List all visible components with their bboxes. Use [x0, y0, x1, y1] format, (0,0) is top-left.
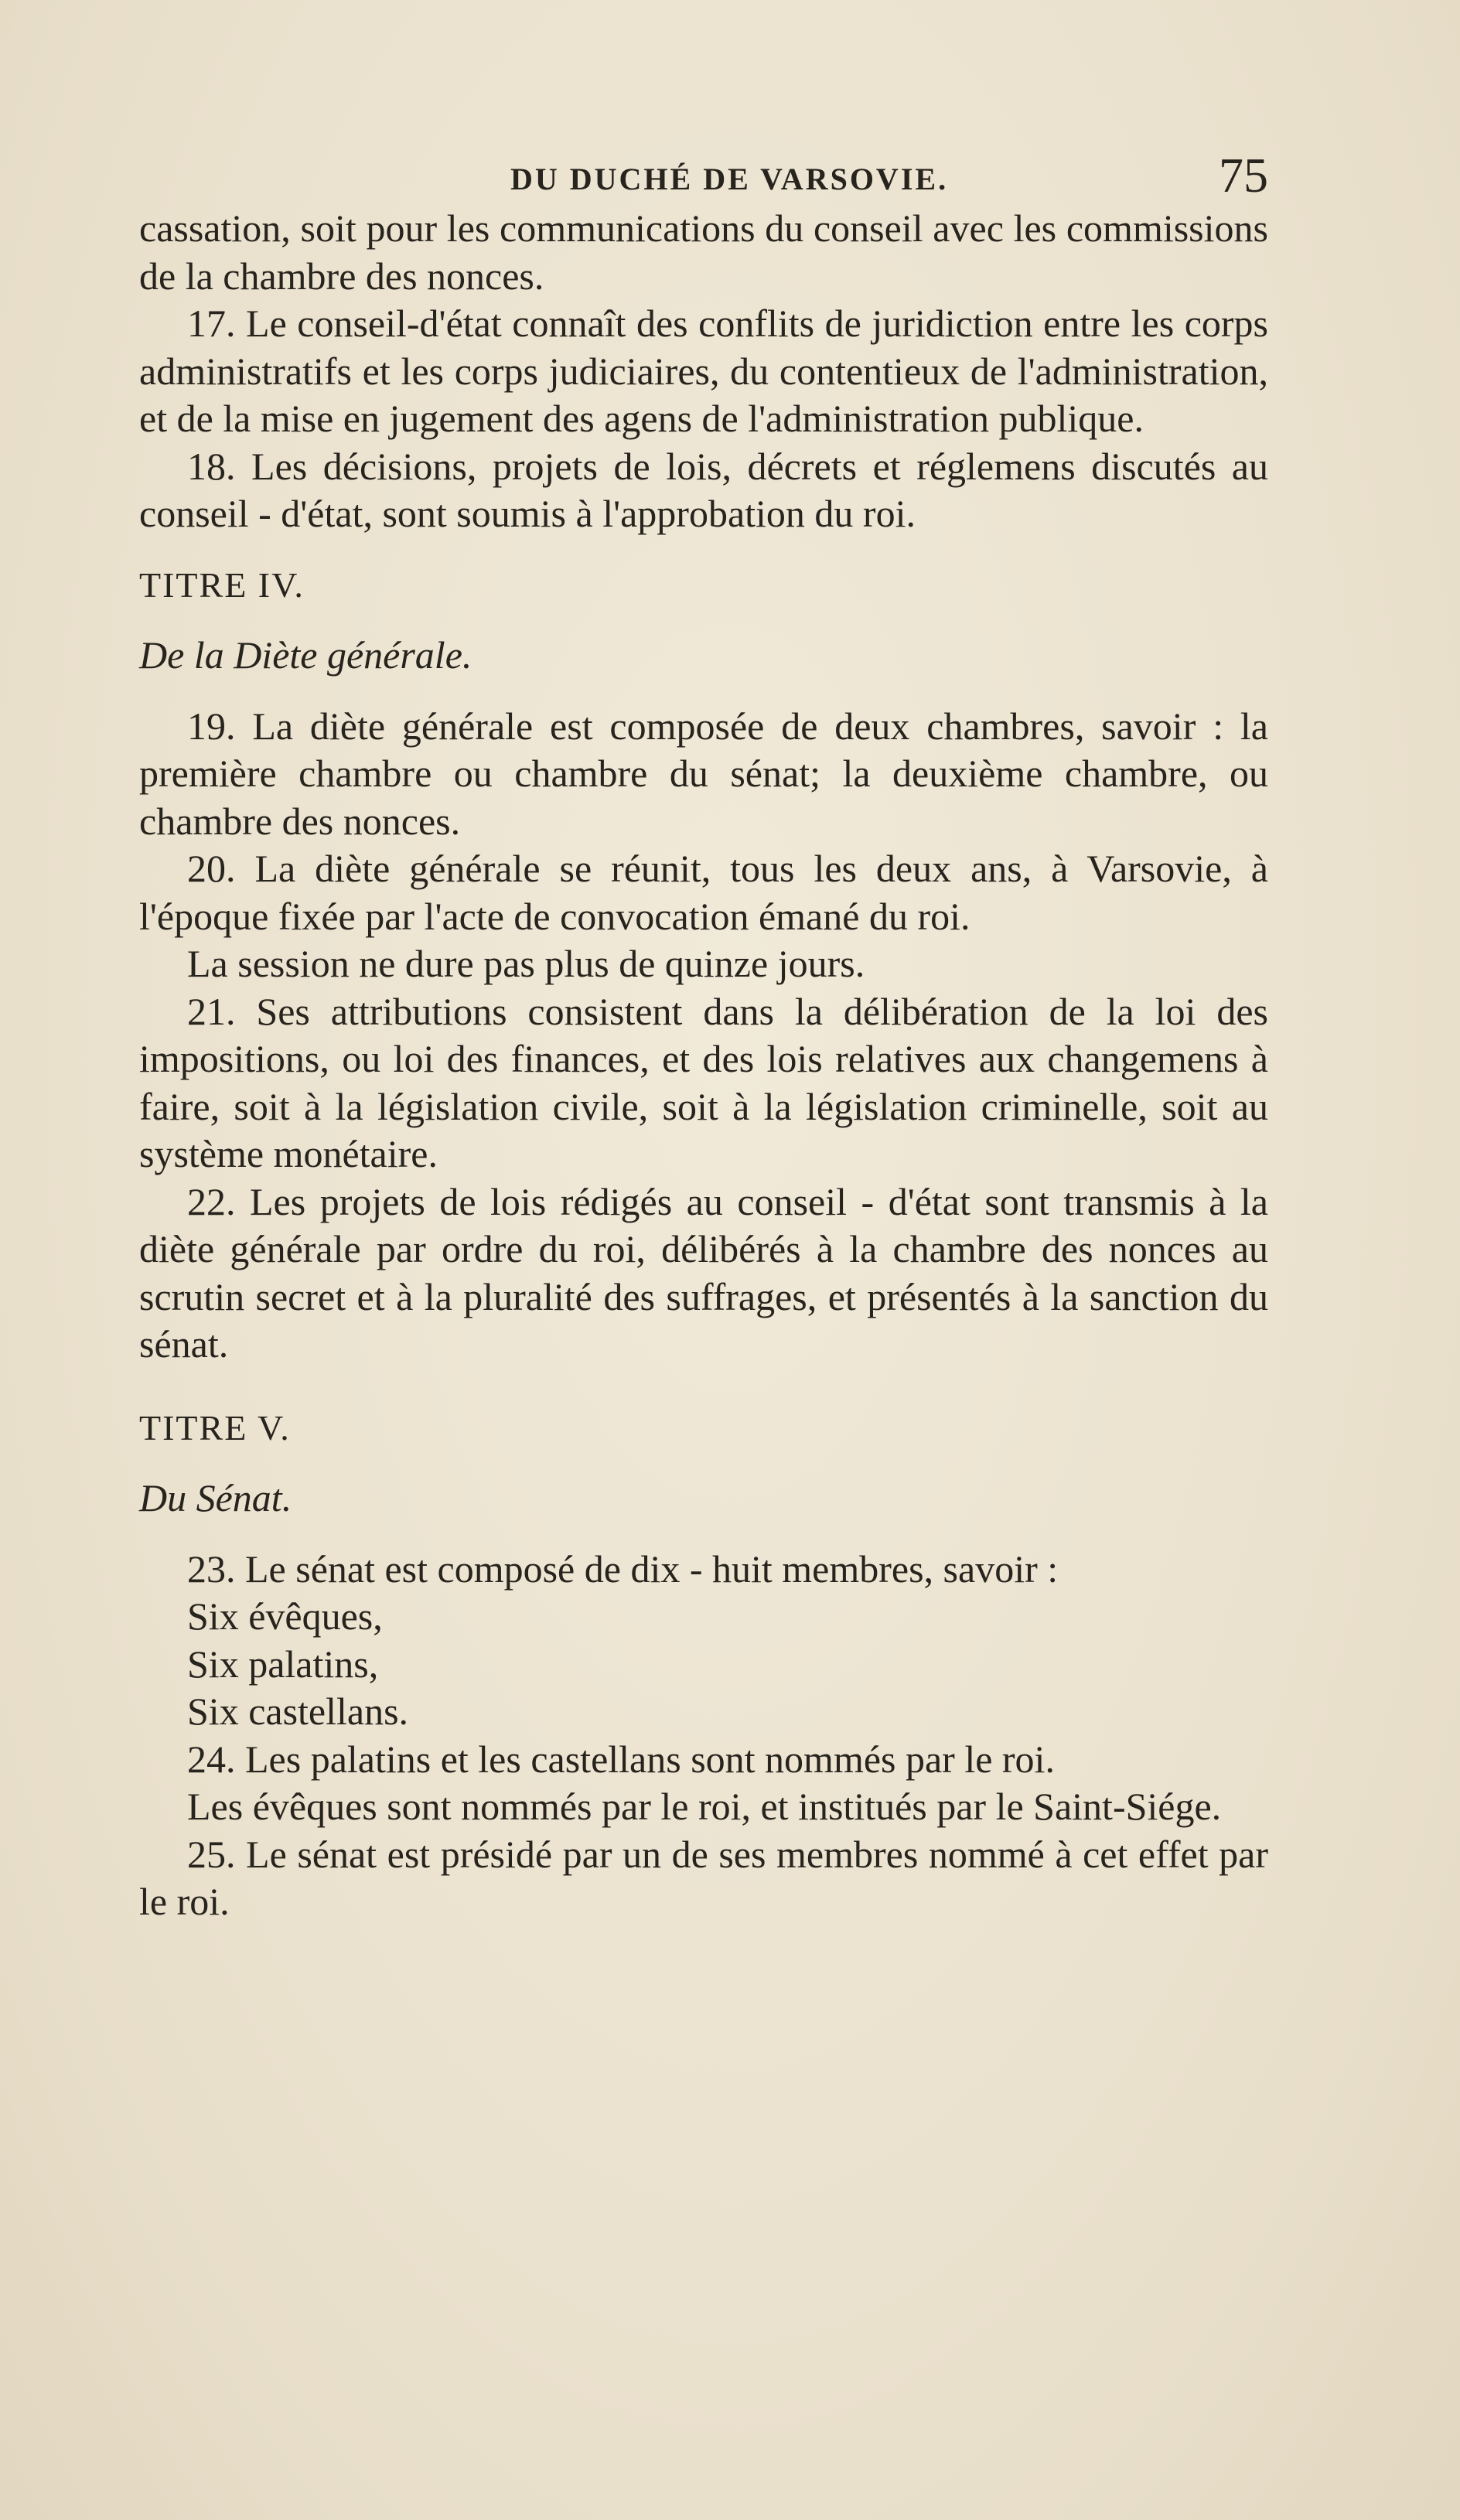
paragraph-continuation: cassation, soit pour les communications du conseil avec les commissions de la chambre des nonces.: [139, 206, 1268, 298]
article-22: 22. Les projets de lois rédigés au conseil - d'état sont transmis à la diète générale par ordre du roi, délibérés à la chambre des nonces au scrutin secret et à la pluralité des suffrages, et présentés à la sanction du sénat.: [139, 1179, 1268, 1366]
article-24: 24. Les palatins et les castellans sont nommés par le roi.: [187, 1737, 1055, 1781]
article-19: 19. La diète générale est composée de deux chambres, savoir : la première chambre ou chambre du sénat; la deuxième chambre, ou chambre des nonces.: [139, 704, 1268, 843]
article-23: 23. Le sénat est composé de dix - huit membres, savoir :: [187, 1546, 1059, 1591]
titre-iv-subheading: De la Diète générale.: [139, 633, 472, 677]
page-header: [139, 147, 1268, 209]
article-21: 21. Ses attributions consistent dans la délibération de la loi des impositions, ou loi des finances, et des lois relatives aux changemens à faire, soit à la législation civile, soit à la législation criminelle, soit au système monétaire.: [139, 989, 1268, 1175]
list-item-castellans: Six castellans.: [187, 1690, 409, 1733]
article-25: 25. Le sénat est présidé par un de ses membres nommé à cet effet par le roi.: [139, 1832, 1268, 1923]
article-17: 17. Le conseil-d'état connaît des conflits de juridiction entre les corps administratifs et les corps judiciaires, du contentieux de l'administration, et de la mise en jugement des agens de l'administration publique.: [139, 302, 1268, 440]
titre-iv-heading: TITRE IV.: [139, 564, 305, 605]
article-20: 20. La diète générale se réunit, tous les deux ans, à Varsovie, à l'époque fixée par l'acte de convocation émané du roi.: [139, 847, 1268, 938]
list-item-bishops: Six évêques,: [187, 1594, 383, 1638]
titre-v-subheading: Du Sénat.: [139, 1476, 292, 1519]
page-number: 75: [1219, 148, 1268, 203]
titre-v-heading: TITRE V.: [139, 1407, 291, 1448]
running-title: DU DUCHÉ DE VARSOVIE.: [510, 162, 949, 196]
article-20-session: La session ne dure pas plus de quinze jours.: [187, 942, 865, 985]
list-item-palatins: Six palatins,: [187, 1642, 379, 1686]
article-18: 18. Les décisions, projets de lois, décrets et réglemens discutés au conseil - d'état, sont soumis à l'approbation du roi.: [139, 444, 1268, 535]
article-24-bishops: Les évêques sont nommés par le roi, et institués par le Saint-Siége.: [187, 1785, 1222, 1828]
page-body: [139, 205, 1268, 1926]
